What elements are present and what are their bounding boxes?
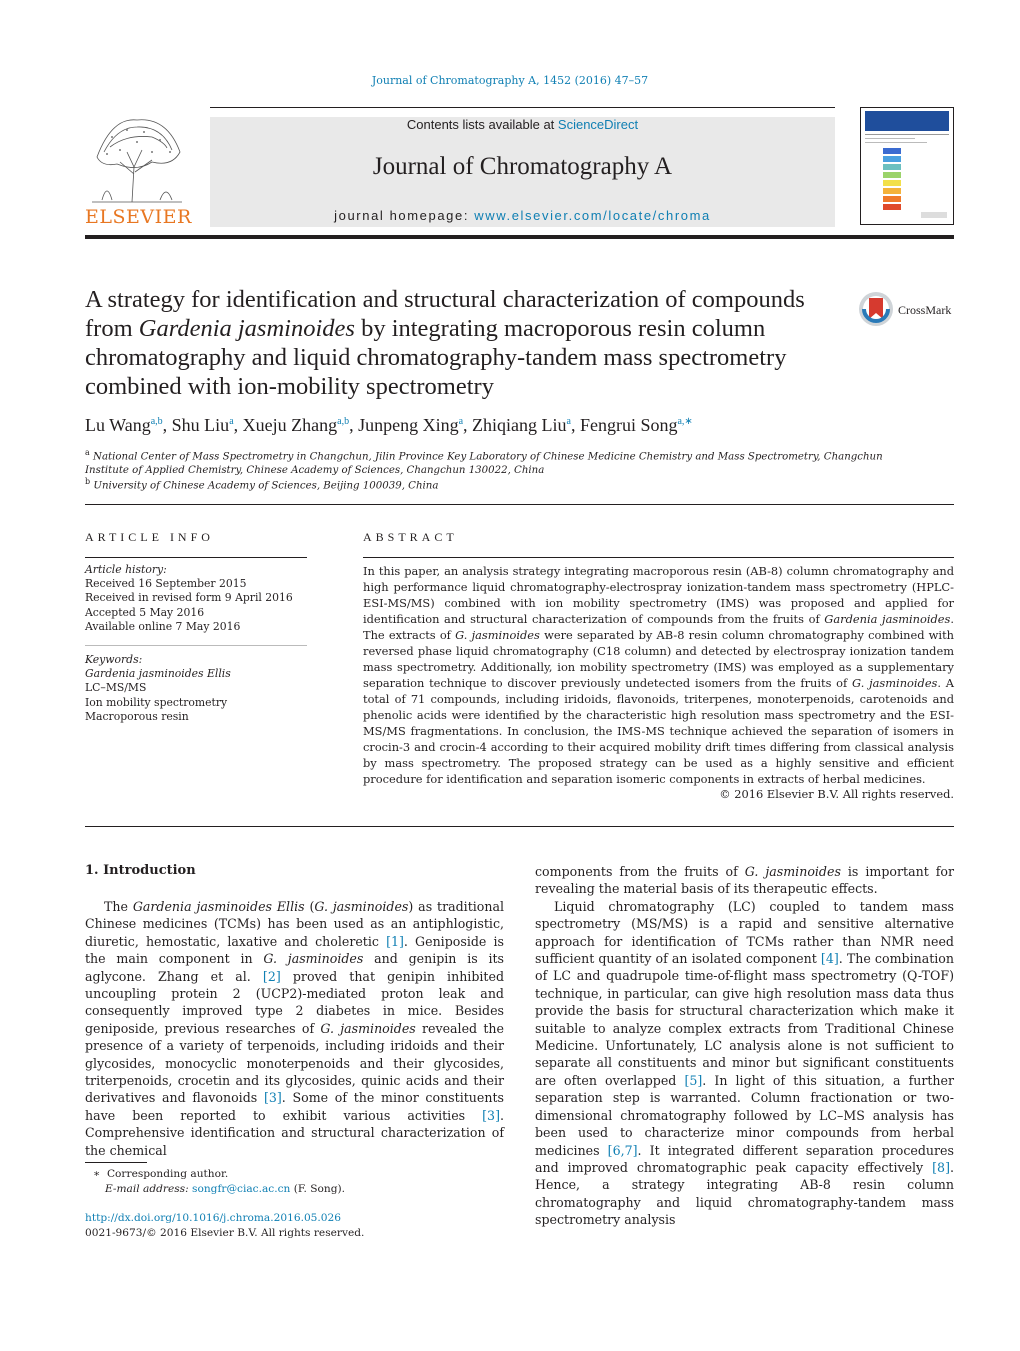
keyword-item: LC–MS/MS (85, 681, 147, 695)
journal-citation[interactable]: Journal of Chromatography A, 1452 (2016) 47–57 (371, 74, 649, 87)
header-rule (210, 107, 835, 108)
affiliation-a (85, 446, 955, 478)
author-name: Zhiqiang Liu (472, 415, 567, 435)
affiliation-b-marker: b (85, 477, 91, 486)
abstract-species: G. jasminoides (852, 676, 938, 690)
footnote-rule (85, 1162, 147, 1163)
abstract-rule (363, 557, 954, 558)
author[interactable] (358, 415, 463, 435)
author-affiliation-marker[interactable]: a (458, 416, 464, 427)
homepage-line (210, 208, 835, 223)
abstract-part: were separated by AB-8 resin column chromatography combined with reversed phase liquid chromatography (C18 column) and detected by electrospray ionization tandem mass spectrometry. Additionally, ion mobility spectrometry (IMS) was employed as a supplementary separation technique to discover previously undetected isomers from the fruits of (363, 628, 954, 690)
email-label: E-mail address: (105, 1183, 193, 1195)
homepage-link[interactable]: www.elsevier.com/locate/chroma (474, 208, 711, 223)
author-affiliation-marker[interactable]: a,b (337, 416, 350, 427)
keyword-item: Ion mobility spectrometry (85, 695, 228, 709)
abstract-heading: ABSTRACT (363, 530, 458, 544)
intro-paragraph-2: Liquid chromatography (LC) coupled to tandem mass spectrometry (MS/MS) is a rapid and sensitive alternative approach for identification of TCMs rather than NMR need sufficient quantity of an isolated component [4]. The combination of LC and quadrupole time-of-flight mass spectrometry (Q-TOF) technique, in particular, can give high resolution mass data thus provide the basis for structural characterization which make it suitable to analyze complex extracts from Traditional Chinese Medicine. Unfortunately, LC analysis alone is not sufficient to separate all constituents and minor but significant constituents are often overlapped [5]. In light of this situation, a further separation step is warranted. Column fractionation or two-dimensional chromatography followed by LC–MS analysis has been used to characterize minor compounds from herbal medicines [6,7]. It integrated different separation procedures and improved chromatographic peak capacity effectively [8]. Hence, a strategy integrating AB-8 resin column chromatography and liquid chromatography-tandem mass spectrometry analysis (535, 898, 955, 1228)
citation-link[interactable]: [2] (262, 968, 281, 984)
affiliation-b (85, 475, 955, 493)
article-info-rule (85, 557, 307, 558)
body-divider (85, 826, 954, 827)
email-suffix: (F. Song). (290, 1183, 346, 1195)
citation-link[interactable]: [3] (263, 1090, 282, 1106)
citation-link[interactable]: [1] (386, 933, 404, 949)
keywords-label: Keywords: (85, 653, 143, 666)
author[interactable] (172, 415, 234, 435)
homepage-prefix: journal homepage: (334, 208, 475, 223)
author-name: Fengrui Song (579, 415, 678, 435)
issn-line: 0021-9673/© 2016 Elsevier B.V. All rights reserved. (85, 1227, 365, 1239)
history-revised: Received in revised form 9 April 2016 (85, 591, 293, 605)
title-part-2: by integrating macroporous resin column chromatography and liquid chromatography-tandem mass spectrometry combined with ion-mobility spectrometry (85, 315, 787, 400)
keyword-item: Gardenia jasminoides Ellis (85, 667, 231, 681)
author-affiliation-marker[interactable]: a (566, 416, 571, 427)
article-history (85, 563, 307, 634)
keywords-rule (85, 645, 307, 646)
crossmark-badge[interactable] (858, 291, 958, 329)
intro-right-column (535, 863, 954, 1229)
author-name: Junpeng Xing (358, 415, 459, 435)
sciencedirect-link[interactable]: ScienceDirect (557, 117, 639, 132)
citation-link[interactable]: [8] (932, 1159, 950, 1175)
article-title (85, 285, 825, 401)
author-list: Lu Wang$^{a,b}$, Shu Liu$^a$, Xueju Zhang$^{a,b}$, Junpeng Xing$^a$, Zhiqiang Liu$^a$, Fengrui Song$^{a,∗}$ (85, 415, 693, 435)
keywords (85, 653, 307, 724)
author-name: Lu Wang (85, 415, 151, 435)
author-name: Xueju Zhang (242, 415, 338, 435)
history-accepted: Accepted 5 May 2016 (85, 605, 205, 619)
history-received: Received 16 September 2015 (85, 577, 247, 591)
article-info-heading: ARTICLE INFO (85, 530, 214, 544)
doi-link[interactable]: http://dx.doi.org/10.1016/j.chroma.2016.05.026 (85, 1212, 342, 1224)
author-affiliation-marker[interactable]: a (229, 416, 234, 427)
contents-prefix: Contents lists available at (406, 117, 558, 132)
crossmark-label: CrossMark (898, 303, 952, 317)
abstract-part: In this paper, an analysis strategy integrating macroporous resin (AB-8) column chromatography and high performance liquid chromatography-electrospray ionization-tandem mass spectrometry (HPLC-ESI-MS/MS) combined with ion mobility spectrometry (IMS) was proposed and applied for identification and structural characterization of compounds from the fruits of (363, 564, 954, 626)
citation-link[interactable]: [4] (820, 951, 839, 967)
abstract-species: Gardenia jasminoides (824, 612, 951, 626)
affiliation-a-marker: a (85, 448, 90, 457)
affiliation-b-line1: University of Chinese Academy of Sciences, Beijing 100039, China (93, 480, 439, 492)
copyright-notice: © 2016 Elsevier B.V. All rights reserved. (719, 787, 954, 801)
abstract-part: . The extracts of (363, 612, 954, 642)
journal-cover-thumbnail[interactable] (860, 107, 954, 225)
abstract-part: . A total of 71 compounds, including iridoids, flavonoids, triterpenes, monoterpenoids, carotenoids and phenolic acids were identified by the characteristic high resolution mass spectrometry and the ESI-MS/MS fragmentations. In conclusion, the IMS-MS technique achieved the separation of isomers in crocin-3 and crocin-4 according to their acquired mobility drift times differing from classical analysis by mass spectrometry. The proposed strategy can be used as a highly sensitive and efficient procedure for identification and separation isomeric components in extracts of herbal medicines. (363, 676, 955, 786)
email-link[interactable]: songfr@ciac.ac.cn (192, 1183, 291, 1195)
author-affiliation-marker[interactable]: a,∗ (677, 416, 693, 427)
intro-left-column (85, 898, 504, 1159)
title-part-1: A strategy for identification and structural characterization of compounds from (85, 286, 805, 342)
keyword-item: Macroporous resin (85, 709, 189, 723)
citation-link[interactable]: [3] (482, 1107, 500, 1123)
history-label: Article history: (85, 563, 167, 576)
header-thick-rule (85, 235, 954, 239)
cover-image (861, 108, 953, 224)
title-species: Gardenia jasminoides (138, 315, 355, 342)
footnote-corresponding: Corresponding author. (106, 1168, 229, 1180)
contents-line (210, 117, 835, 132)
tree-icon (82, 112, 190, 204)
citation-link[interactable]: [5] (684, 1072, 703, 1088)
author-affiliation-marker[interactable]: a,b (150, 416, 163, 427)
email-note (105, 1182, 505, 1197)
author[interactable] (243, 415, 349, 435)
author[interactable] (472, 415, 571, 435)
affiliation-divider (85, 504, 954, 505)
affiliation-a-line2: Institute of Applied Chemistry, Chinese Academy of Sciences, Changchun 130022, China (85, 465, 545, 477)
intro-paragraph-continued: components from the fruits of G. jasminoides is important for revealing the material basis of its therapeutic effects. (535, 864, 955, 897)
author-name: Shu Liu (171, 415, 230, 435)
abstract-species: G. jasminoides (455, 628, 540, 642)
crossmark-icon (858, 291, 894, 327)
intro-paragraph-1: The Gardenia jasminoides Ellis (G. jasminoides) as traditional Chinese medicines (TCMs) has been used as an antiphlogistic, diuretic, hemostatic, laxative and choleretic [1]. Geniposide is the main component in G. jasminoides and genipin is its aglycone. Zhang et al. [2] proved that genipin inhibited uncoupling protein 2 (UCP2)-mediated proton leak and consequently improved type 2 diabetes in mice. Besides geniposide, previous researches of G. jasminoides revealed the presence of a variety of terpenoids, including iridoids and their glycosides, monocyclic monoterpenoids and their glycosides, triterpenoids, crocetin and its glycosides, quinic acids and their derivatives and flavonoids [3]. Some of the minor constituents have been reported to exhibit various activities [3]. Comprehensive identification and structural characterization of the chemical (85, 899, 505, 1158)
citation-link[interactable]: [6,7] (607, 1142, 638, 1158)
affiliation-a-line1: National Center of Mass Spectrometry in Changchun, Jilin Province Key Laboratory of Chinese Medicine Chemistry and Mass Spectrometry, Changchun (93, 451, 883, 463)
corresponding-author-note (93, 1167, 493, 1182)
elsevier-wordmark: ELSEVIER (85, 206, 192, 228)
section-heading-introduction: 1. Introduction (85, 863, 196, 878)
author[interactable] (580, 415, 693, 435)
journal-name: Journal of Chromatography A (372, 153, 673, 180)
footnote-star: ∗ (93, 1168, 101, 1180)
abstract-text (363, 563, 954, 787)
author[interactable] (85, 415, 163, 435)
history-online: Available online 7 May 2016 (85, 619, 241, 633)
